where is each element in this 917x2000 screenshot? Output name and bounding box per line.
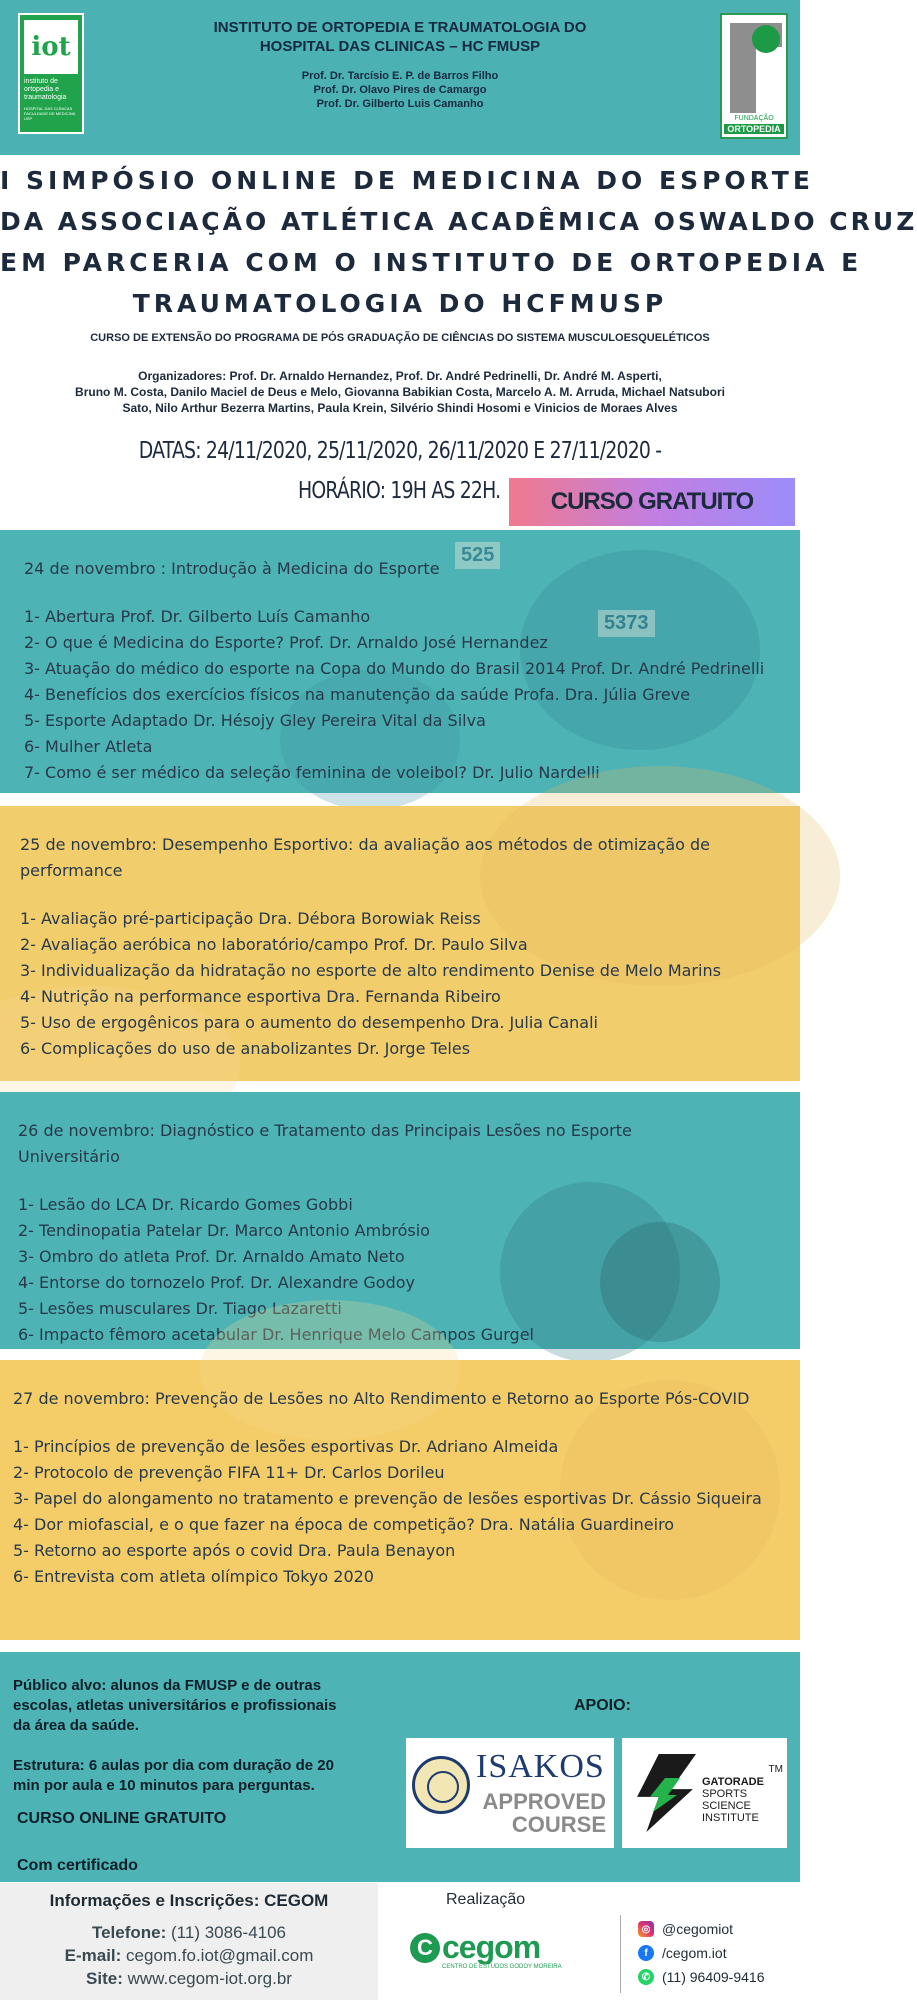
event-schedule: HORÁRIO: 19H AS 22H.	[298, 478, 501, 504]
whatsapp-number: (11) 96409-9416	[662, 1969, 765, 1985]
event-dates: DATAS: 24/11/2020, 25/11/2020, 26/11/2020 E 27/11/2020 -	[138, 438, 662, 464]
course-subtitle: CURSO DE EXTENSÃO DO PROGRAMA DE PÓS GRADUAÇÃO DE CIÊNCIAS DO SISTEMA MUSCULOESQUELÉTICOS	[90, 332, 710, 344]
facebook-handle: /cegom.iot	[662, 1945, 727, 1961]
professor-name: Prof. Dr. Olavo Pires de Camargo	[313, 84, 487, 96]
talk-item: 1- Lesão do LCA Dr. Ricardo Gomes Gobbi	[18, 1195, 353, 1214]
talk-item: 3- Papel do alongamento no tratamento e prevenção de lesões esportivas Dr. Cássio Siqueira	[13, 1489, 762, 1508]
social-links	[638, 1917, 764, 1989]
title-line: DA ASSOCIAÇÃO ATLÉTICA ACADÊMICA OSWALDO CRUZ	[0, 207, 917, 236]
site-label: Site:	[86, 1969, 123, 1988]
phone-label: Telefone:	[91, 1923, 167, 1942]
talk-item: 4- Nutrição na performance esportiva Dra. Fernanda Ribeiro	[20, 987, 501, 1006]
talk-item: 1- Abertura Prof. Dr. Gilberto Luís Camanho	[24, 607, 371, 626]
day-section-27	[0, 1360, 800, 1640]
phone-number[interactable]: (11) 3086-4106	[166, 1923, 287, 1942]
title-line: TRAUMATOLOGIA DO HCFMUSP	[132, 289, 668, 318]
bib-number: 5373	[598, 610, 655, 637]
cegom-mark-icon: C	[410, 1933, 440, 1963]
talk-item: 6- Mulher Atleta	[24, 737, 153, 756]
title-line: EM PARCERIA COM O INSTITUTO DE ORTOPEDIA E	[0, 248, 863, 277]
iot-logo-small: HOSPITAL DAS CLÍNICAS FACULDADE DE MEDICINA USP	[24, 106, 76, 121]
instagram-icon: ◎	[638, 1921, 654, 1937]
support-label: APOIO:	[574, 1697, 631, 1714]
audience-line: Público alvo: alunos da FMUSP e de outras	[13, 1677, 322, 1694]
whatsapp-link[interactable]	[638, 1965, 764, 1989]
isakos-logo	[406, 1738, 614, 1848]
email-line	[0, 1944, 378, 1967]
organizers-line: Organizadores: Prof. Dr. Arnaldo Hernandez, Prof. Dr. André Pedrinelli, Dr. André M. Asperti,	[138, 369, 662, 383]
ortopedia-label: ORTOPEDIA	[724, 124, 784, 134]
isakos-approved	[476, 1790, 606, 1836]
realizacao-label: Realização	[446, 1891, 526, 1908]
structure-line: Estrutura: 6 aulas por dia com duração de 20	[13, 1757, 334, 1774]
institute-name-line: HOSPITAL DAS CLINICAS – HC FMUSP	[259, 38, 541, 55]
audience-section	[0, 1652, 800, 1882]
day-title-line: performance	[20, 861, 123, 880]
contact-title: Informações e Inscrições: CEGOM	[49, 1891, 329, 1910]
free-course-badge: CURSO GRATUITO	[509, 478, 795, 526]
facebook-icon: f	[638, 1945, 654, 1961]
talk-item: 7- Como é ser médico da seleção feminina de voleibol? Dr. Julio Nardelli	[24, 763, 600, 782]
gatorade-line: SCIENCE	[702, 1800, 751, 1812]
instagram-handle: @cegomiot	[662, 1921, 734, 1937]
target-audience	[13, 1676, 373, 1736]
gatorade-logo	[622, 1738, 787, 1848]
facebook-link[interactable]	[638, 1941, 764, 1965]
cegom-subtitle: CENTRO DE ESTUDOS GODOY MOREIRA	[442, 1964, 562, 1970]
talk-item: 5- Uso de ergogênicos para o aumento do desempenho Dra. Julia Canali	[20, 1013, 598, 1032]
cegom-logo	[410, 1929, 570, 1970]
iot-logo	[18, 13, 84, 134]
title-line: I SIMPÓSIO ONLINE DE MEDICINA DO ESPORTE	[0, 166, 814, 195]
talk-item: 2- O que é Medicina do Esporte? Prof. Dr. Arnaldo José Hernandez	[24, 633, 548, 652]
instagram-link[interactable]	[638, 1917, 764, 1941]
phone-line	[0, 1921, 378, 1944]
gatorade-line: GATORADE	[702, 1776, 764, 1788]
trademark-mark: TM	[768, 1764, 783, 1775]
contact-info	[0, 1883, 378, 2000]
audience-line: escolas, atletas universitários e profissionais	[13, 1697, 337, 1714]
talk-item: 6- Entrevista com atleta olímpico Tokyo 2020	[13, 1567, 374, 1586]
talk-item: 3- Atuação do médico do esporte na Copa do Mundo do Brasil 2014 Prof. Dr. André Pedrinelli	[24, 659, 765, 678]
professor-name: Prof. Dr. Gilberto Luis Camanho	[316, 98, 484, 110]
email-link[interactable]: cegom.fo.iot@gmail.com	[121, 1946, 314, 1965]
day-title-line: 25 de novembro: Desempenho Esportivo: da avaliação aos métodos de otimização de	[20, 835, 710, 854]
cegom-wordmark: cegom	[442, 1929, 541, 1965]
site-line	[0, 1967, 378, 1990]
bib-number: 525	[455, 542, 500, 569]
structure-line: min por aula e 10 minutos para perguntas.	[13, 1777, 315, 1794]
institute-info	[150, 18, 650, 111]
talk-item: 1- Avaliação pré-participação Dra. Débora Borowiak Reiss	[20, 909, 481, 928]
day-title: 27 de novembro: Prevenção de Lesões no Alto Rendimento e Retorno ao Esporte Pós-COVID	[13, 1389, 750, 1408]
talk-item: 2- Protocolo de prevenção FIFA 11+ Dr. Carlos Dorileu	[13, 1463, 445, 1482]
talk-item: 6- Complicações do uso de anabolizantes Dr. Jorge Teles	[20, 1039, 471, 1058]
fundacao-ortopedia-logo	[720, 13, 788, 139]
whatsapp-icon: ✆	[638, 1969, 654, 1985]
footer	[0, 1883, 800, 2000]
talk-item: 5- Lesões musculares Dr. Tiago Lazaretti	[18, 1299, 342, 1318]
talk-item: 4- Entorse do tornozelo Prof. Dr. Alexandre Godoy	[18, 1273, 415, 1292]
talk-item: 5- Retorno ao esporte após o covid Dra. Paula Benayon	[13, 1541, 456, 1560]
isakos-name: ISAKOS	[476, 1748, 605, 1785]
site-link[interactable]: www.cegom-iot.org.br	[122, 1969, 292, 1988]
logo-green-dot	[752, 25, 780, 53]
talk-item: 4- Dor miofascial, e o que fazer na época de competição? Dra. Natália Guardineiro	[13, 1515, 675, 1534]
talk-item: 5- Esporte Adaptado Dr. Hésojy Gley Pereira Vital da Silva	[24, 711, 486, 730]
gatorade-line: INSTITUTE	[702, 1812, 759, 1824]
day-section-24	[0, 530, 800, 793]
fundacao-label: FUNDAÇÃO	[734, 115, 774, 122]
talk-item: 1- Princípios de prevenção de lesões esportivas Dr. Adriano Almeida	[13, 1437, 559, 1456]
institute-name-line: INSTITUTO DE ORTOPEDIA E TRAUMATOLOGIA DO	[213, 19, 587, 36]
course-structure	[13, 1756, 373, 1796]
audience-line: da área da saúde.	[13, 1717, 139, 1734]
day-title: 24 de novembro : Introdução à Medicina do Esporte	[24, 559, 440, 578]
isakos-approved-line: APPROVED	[482, 1789, 606, 1814]
iot-logo-line: traumatologia	[24, 94, 67, 101]
professor-name: Prof. Dr. Tarcísio E. P. de Barros Filho	[301, 70, 499, 82]
footer-divider	[620, 1915, 621, 1993]
day-title-line: 26 de novembro: Diagnóstico e Tratamento das Principais Lesões no Esporte	[18, 1121, 632, 1140]
talk-item: 2- Avaliação aeróbica no laboratório/campo Prof. Dr. Paulo Silva	[20, 935, 528, 954]
talk-item: 6- Impacto fêmoro acetabular Dr. Henrique Melo Campos Gurgel	[18, 1325, 534, 1344]
isakos-course-line: COURSE	[511, 1812, 606, 1837]
organizers-line: Sato, Nilo Arthur Bezerra Martins, Paula Krein, Silvério Shindi Hosomi e Vinicios de Moraes Alves	[122, 401, 678, 415]
event-title	[0, 160, 917, 324]
gatorade-text	[702, 1776, 764, 1824]
email-label: E-mail:	[64, 1946, 122, 1965]
professors-list	[150, 69, 650, 111]
online-free-label: CURSO ONLINE GRATUITO	[17, 1810, 227, 1827]
organizers-line: Bruno M. Costa, Danilo Maciel de Deus e Melo, Giovanna Babikian Costa, Marcelo A. M. Arruda, Michael Natsubori	[75, 385, 725, 399]
iot-logo-line: instituto de	[24, 78, 58, 85]
talk-item: 3- Individualização da hidratação no esporte de alto rendimento Denise de Melo Marins	[20, 961, 721, 980]
talk-item: 4- Benefícios dos exercícios físicos na manutenção da saúde Profa. Dra. Júlia Greve	[24, 685, 691, 704]
iot-logo-mark: iot	[24, 20, 78, 74]
organizers	[20, 368, 780, 416]
certificate-label: Com certificado	[17, 1857, 138, 1874]
header-bar	[0, 0, 800, 155]
day-section-25	[0, 806, 800, 1081]
talk-item: 2- Tendinopatia Patelar Dr. Marco Antonio Ambrósio	[18, 1221, 430, 1240]
day-title-line: Universitário	[18, 1147, 120, 1166]
isakos-seal-icon	[412, 1756, 470, 1814]
talk-item: 3- Ombro do atleta Prof. Dr. Arnaldo Amato Neto	[18, 1247, 405, 1266]
iot-logo-line: ortopedia e	[24, 86, 60, 93]
gatorade-line: SPORTS	[702, 1788, 748, 1800]
